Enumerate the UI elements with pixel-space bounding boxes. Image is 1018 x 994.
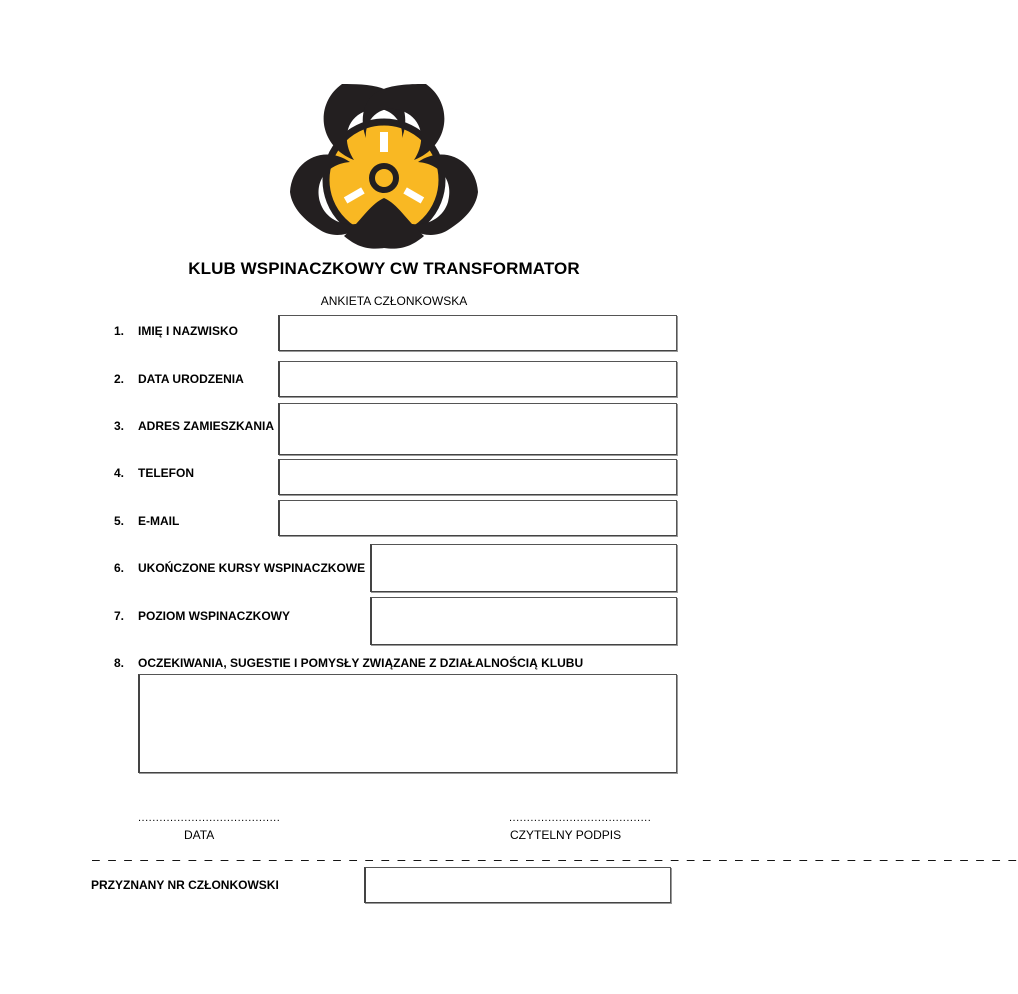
name-field[interactable]	[278, 315, 677, 351]
question-number: 6.	[114, 561, 125, 575]
question-label: ADRES ZAMIESZKANIA	[138, 419, 275, 433]
question-label: POZIOM WSPINACZKOWY	[138, 609, 290, 623]
question-level	[114, 609, 290, 623]
question-courses	[114, 561, 365, 575]
form-subtitle: ANKIETA CZŁONKOWSKA	[320, 294, 468, 308]
question-label: IMIĘ I NAZWISKO	[138, 324, 238, 338]
question-email	[114, 514, 179, 528]
question-label: DATA URODZENIA	[138, 372, 244, 386]
question-number: 4.	[114, 466, 125, 480]
question-number: 8.	[114, 656, 125, 670]
question-label: OCZEKIWANIA, SUGESTIE I POMYSŁY ZWIĄZANE Z DZIAŁALNOŚCIĄ KLUBU	[138, 656, 584, 670]
birthdate-field[interactable]	[278, 361, 677, 397]
member-number-field[interactable]	[364, 867, 671, 903]
question-number: 5.	[114, 514, 125, 528]
courses-field[interactable]	[370, 544, 677, 592]
question-label: UKOŃCZONE KURSY WSPINACZKOWE	[138, 561, 366, 575]
question-number: 7.	[114, 609, 125, 623]
date-label: DATA	[184, 828, 215, 842]
level-field[interactable]	[370, 597, 677, 645]
member-number-label: PRZYZNANY NR CZŁONKOWSKI	[91, 878, 279, 892]
question-phone	[114, 466, 194, 480]
question-address	[114, 419, 274, 433]
signature-dots: ........................................	[509, 812, 652, 824]
expectations-field[interactable]	[138, 674, 677, 773]
question-number: 2.	[114, 372, 125, 386]
question-birthdate	[114, 372, 244, 386]
biohazard-logo-icon	[284, 80, 484, 252]
question-number: 3.	[114, 419, 125, 433]
phone-field[interactable]	[278, 459, 677, 495]
question-label: TELEFON	[138, 466, 194, 480]
question-expectations	[114, 656, 583, 670]
date-dots: ........................................	[138, 812, 281, 824]
form-title: KLUB WSPINACZKOWY CW TRANSFORMATOR	[188, 259, 580, 278]
address-field[interactable]	[278, 403, 677, 455]
cut-line: – – – – – – – – – – – – – – – – – – – – – – – – – – – – – – – – – – – – – – – – – – – – – – – – – – – – – – – – – –	[92, 851, 1018, 867]
question-name	[114, 324, 238, 338]
question-label: E-MAIL	[138, 514, 180, 528]
email-field[interactable]	[278, 500, 677, 536]
signature-label: CZYTELNY PODPIS	[510, 828, 622, 842]
question-number: 1.	[114, 324, 125, 338]
